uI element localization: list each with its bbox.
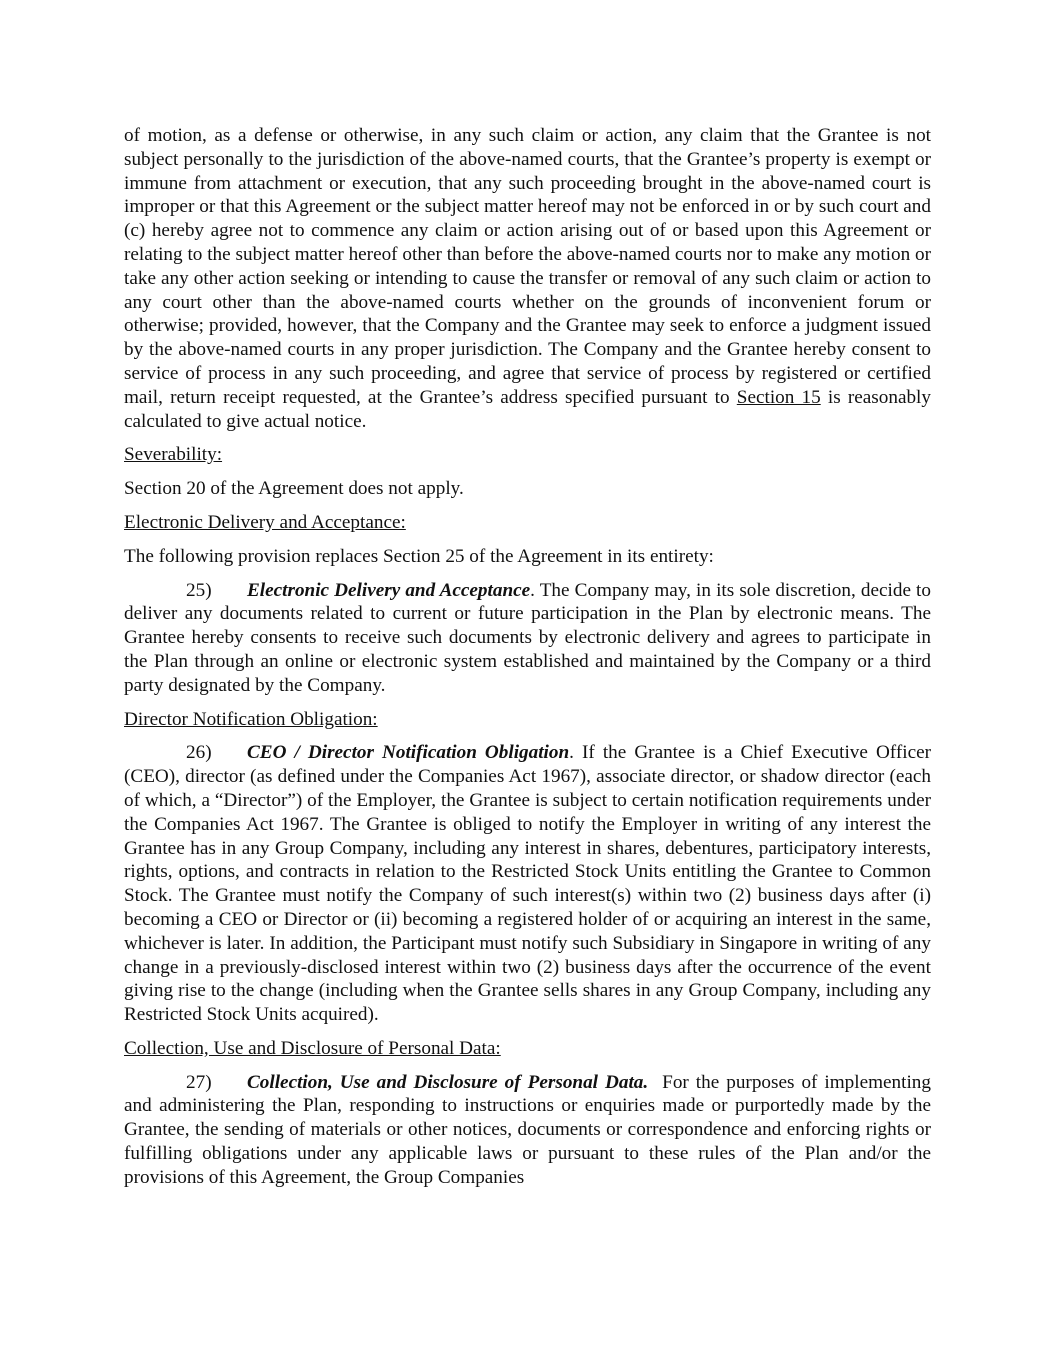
document-page (124, 124, 936, 1200)
clause-body: . If the Grantee is a Chief Executive Officer (CEO), director (as defined under the Companies Act 1967), associate director, or shadow director (each of which, a “Director”) of the Employer, the Grantee is subject to certain notification requirements under the Companies Act 1967. The Grantee is obliged to notify the Employer in writing of any interest the Grantee has in any Group Company, including any interest in shares, debentures, participatory interests, rights, options, and contracts in relation to the Restricted Stock Units entitling the Grantee to Common Stock. The Grantee must notify the Company of such interest(s) within two (2) business days after (i) becoming a CEO or Director or (ii) becoming a registered holder of or acquiring an interest in the same, whichever is later. In addition, the Participant must notify such Subsidiary in Singapore in writing of any change in a previously-disclosed interest within two (2) business days after the occurrence of the event giving rise to the change (including when the Grantee sells shares in any Group Company, including any Restricted Stock Units acquired). (124, 742, 931, 1026)
section-15-reference: Section 15 (736, 386, 821, 408)
clause-title: Collection, Use and Disclosure of Personal Data. (247, 1071, 649, 1093)
clause-27 (124, 1071, 936, 1190)
personal-data-heading: Collection, Use and Disclosure of Personal Data: (124, 1037, 501, 1059)
clause-number: 27) (186, 1071, 212, 1093)
director-notification-heading: Director Notification Obligation: (124, 708, 378, 730)
clause-number: 26) (186, 742, 212, 764)
jurisdiction-text: of motion, as a defense or otherwise, in any such claim or action, any claim that the Grantee is not subject personally to the jurisdiction of the above-named courts, that the Grantee’s property is exempt or immune from attachment or execution, that any such proceeding brought in the above-named court is improper or that this Agreement or the subject matter hereof may not be enforced in or by such court and (c) hereby agree not to commence any claim or action arising out of or based upon this Agreement or relating to the subject matter hereof other than before the above-named courts nor to make any motion or take any other action seeking or intending to cause the transfer or removal of any such claim or action to any court other than the above-named courts whether on the grounds of inconvenient forum or otherwise; provided, however, that the Company and the Grantee may seek to enforce a judgment issued by the above-named courts in any proper jurisdiction. The Company and the Grantee hereby consent to service of process in any such proceeding, and agree that service of process by registered or certified mail, return receipt requested, at the Grantee’s address specified pursuant to (124, 125, 931, 408)
jurisdiction-paragraph (124, 124, 931, 433)
electronic-delivery-intro: The following provision replaces Section 25 of the Agreement in its entirety: (124, 545, 714, 567)
clause-number: 25) (186, 579, 212, 601)
electronic-delivery-heading: Electronic Delivery and Acceptance: (124, 511, 406, 533)
clause-body: . The Company may, in its sole discretion, decide to deliver any documents related to current or future participation in the Plan by electronic means. The Grantee hereby consents to receive such documents by electronic delivery and agrees to participate in the Plan through an online or electronic system established and maintained by the Company or a third party designated by the Company. (124, 579, 931, 696)
clause-title: CEO / Director Notification Obligation (247, 742, 570, 764)
clause-26 (124, 741, 931, 1027)
jurisdiction-text-end: is reasonably calculated to give actual notice. (124, 386, 931, 432)
clause-body: For the purposes of implementing and administering the Plan, responding to instructions or enquiries made or purportedly made by the Grantee, the sending of materials or other notices, documents or correspondence and enforcing rights or fulfilling obligations under any applicable laws or pursuant to these rules of the Plan and/or the provisions of this Agreement, the Group Companies (124, 1071, 936, 1188)
severability-heading: Severability: (124, 444, 223, 466)
severability-text: Section 20 of the Agreement does not apply. (124, 478, 464, 500)
clause-25 (124, 579, 931, 698)
clause-title: Electronic Delivery and Acceptance (247, 579, 531, 601)
